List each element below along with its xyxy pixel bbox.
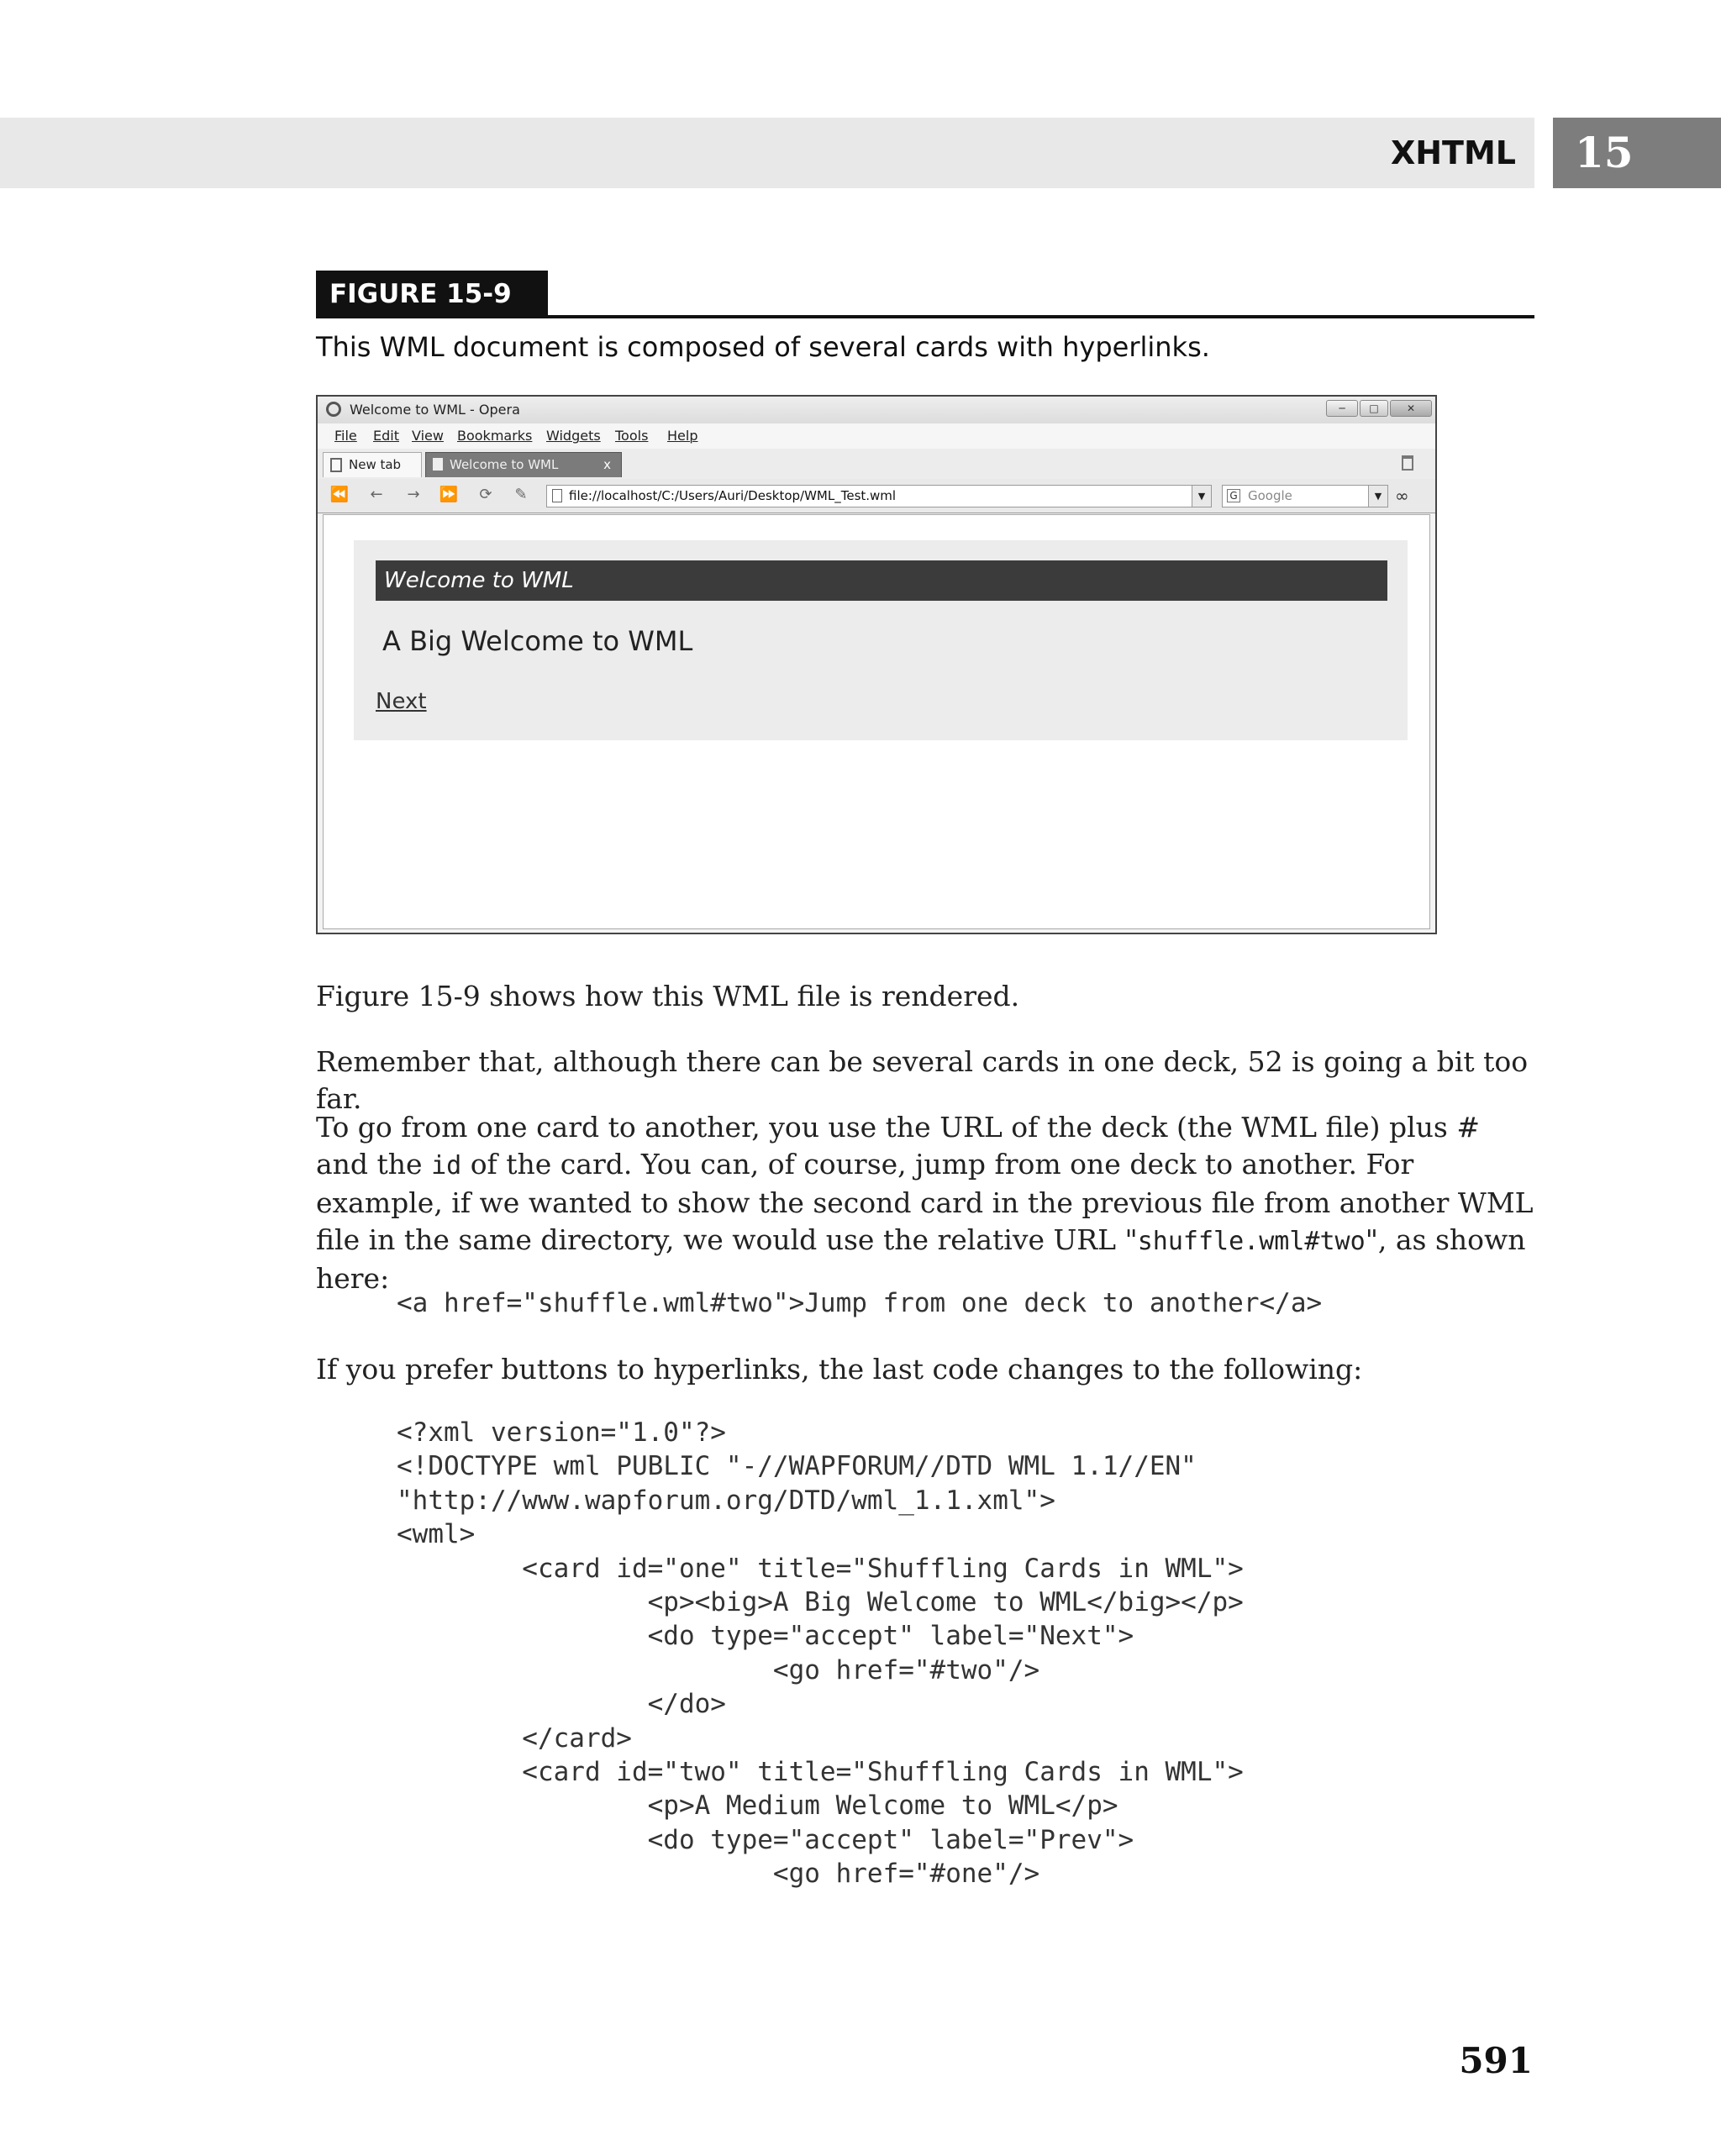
menu-bookmarks[interactable]: Bookmarks bbox=[457, 428, 533, 444]
address-input[interactable] bbox=[546, 485, 1212, 507]
inline-code-id: id bbox=[431, 1151, 462, 1181]
code-block-wml-buttons: <?xml version="1.0"?> <!DOCTYPE wml PUBLIC "-//WAPFORUM//DTD WML 1.1//EN" "http://www.wapforum.org/DTD/wml_1.1.xml"> <wml> <card id="one" title="Shuffling Cards in WML"> <p><big>A Big Welcome to WML</big></p> <do type="accept" label="Next"> <go href="#two"/> </do> </card> <card id="two" title="Shuffling Cards in WML"> <p>A Medium Welcome to WML</p> <do type="accept" label="Prev"> <go href="#one"/> bbox=[397, 1417, 1244, 1890]
trash-icon[interactable] bbox=[1402, 455, 1413, 471]
figure-rule bbox=[316, 315, 1534, 318]
paragraph-buttons: If you prefer buttons to hyperlinks, the last code changes to the following: bbox=[316, 1353, 1363, 1386]
document-icon bbox=[433, 458, 443, 471]
paragraph-figure-ref: Figure 15-9 shows how this WML file is rendered. bbox=[316, 980, 1020, 1012]
search-input[interactable] bbox=[1222, 485, 1388, 507]
tab-welcome-to-wml[interactable] bbox=[425, 452, 622, 477]
maximize-icon[interactable]: □ bbox=[1360, 400, 1388, 417]
window-titlebar bbox=[318, 397, 1435, 424]
search-engine-icon: G bbox=[1227, 489, 1240, 502]
fast-forward-icon[interactable]: ⏩ bbox=[439, 486, 459, 503]
paragraph-url-explanation bbox=[316, 1109, 1534, 1297]
menu-tools[interactable]: Tools bbox=[615, 428, 649, 444]
navigation-toolbar bbox=[318, 479, 1435, 513]
window-title: Welcome to WML - Opera bbox=[350, 402, 520, 418]
wml-card bbox=[354, 540, 1408, 740]
browser-screenshot bbox=[316, 395, 1437, 934]
edit-icon[interactable]: ✎ bbox=[514, 486, 528, 503]
paragraph-remember: Remember that, although there can be several cards in one deck, 52 is going a bit too far. bbox=[316, 1045, 1529, 1115]
address-value: file://localhost/C:/Users/Auri/Desktop/WML_Test.wml bbox=[569, 488, 897, 503]
wml-next-link[interactable]: Next bbox=[376, 689, 427, 714]
wml-card-title: Welcome to WML bbox=[376, 560, 1387, 601]
glasses-icon[interactable]: ∞ bbox=[1395, 486, 1409, 506]
code-line-jump-deck: <a href="shuffle.wml#two">Jump from one deck to another</a> bbox=[397, 1288, 1323, 1318]
figure-caption: This WML document is composed of several cards with hyperlinks. bbox=[316, 331, 1210, 363]
opera-logo-icon bbox=[326, 402, 341, 417]
menu-widgets[interactable]: Widgets bbox=[546, 428, 601, 444]
minimize-icon[interactable]: ─ bbox=[1326, 400, 1358, 417]
page-icon bbox=[552, 489, 562, 502]
menu-help[interactable]: Help bbox=[667, 428, 698, 444]
figure-label: FIGURE 15-9 bbox=[316, 271, 548, 318]
reload-icon[interactable]: ⟳ bbox=[479, 486, 492, 503]
close-window-icon[interactable]: ✕ bbox=[1390, 400, 1432, 417]
menu-file[interactable]: File bbox=[334, 428, 357, 444]
menu-view[interactable]: View bbox=[412, 428, 444, 444]
page-viewport bbox=[323, 514, 1430, 929]
forward-icon[interactable]: → bbox=[407, 486, 420, 503]
chapter-number-tab: 15 bbox=[1553, 118, 1721, 188]
rewind-icon[interactable]: ⏪ bbox=[329, 486, 350, 503]
back-icon[interactable]: ← bbox=[370, 486, 383, 503]
p3-text-a: To go from one card to another, you use the URL of the deck (the WML file) plus # and the bbox=[316, 1111, 1480, 1181]
tab-bar bbox=[318, 449, 1435, 480]
search-placeholder: Google bbox=[1248, 488, 1292, 503]
p3-text-b: of the card. You can, of course, jump from one deck to another. For example, if we wanted to show the second card in the previous file from another WML file in the same directory, we would use the relative URL " bbox=[316, 1148, 1534, 1256]
tab-new-label: New tab bbox=[349, 457, 402, 472]
address-dropdown-icon[interactable]: ▼ bbox=[1192, 486, 1211, 507]
new-tab-icon bbox=[330, 458, 342, 472]
menu-bar bbox=[318, 423, 1435, 449]
tab-new[interactable] bbox=[323, 452, 422, 477]
inline-code-url: shuffle.wml#two bbox=[1137, 1227, 1366, 1256]
tab-close-icon[interactable]: x bbox=[603, 457, 611, 472]
page-number: 591 bbox=[1459, 2040, 1533, 2081]
menu-edit[interactable]: Edit bbox=[373, 428, 399, 444]
running-header-title: XHTML bbox=[1390, 134, 1516, 171]
running-header-band bbox=[0, 118, 1534, 188]
search-dropdown-icon[interactable]: ▼ bbox=[1368, 486, 1387, 507]
wml-big-text: A Big Welcome to WML bbox=[382, 625, 693, 657]
p3-text-c: ", as shown here: bbox=[316, 1223, 1526, 1295]
tab-active-label: Welcome to WML bbox=[450, 457, 559, 472]
